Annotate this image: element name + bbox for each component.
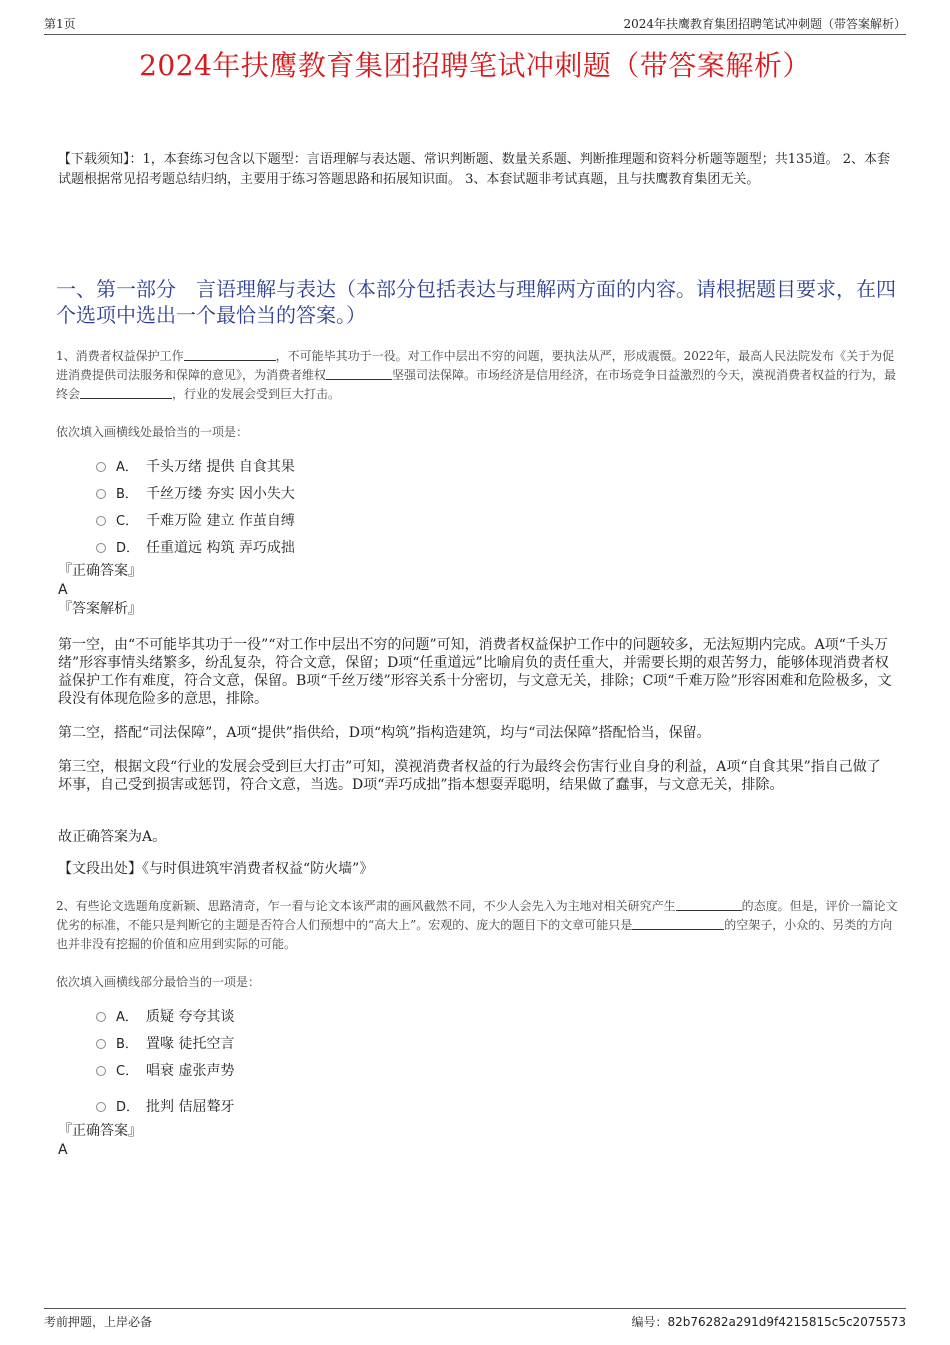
page-footer [44, 1308, 906, 1330]
page-header [44, 14, 906, 35]
analysis-conclusion: 故正确答案为A。 [58, 829, 167, 845]
section-heading: 一、第一部分 言语理解与表达（本部分包括表达与理解两方面的内容。请根据题目要求，在四个选项中选出一个最恰当的答案。） [56, 277, 896, 327]
option-text: 任重道远 构筑 弄巧成拙 [146, 539, 295, 556]
answer-value: A [58, 1142, 68, 1158]
analysis-paragraph-3: 第三空，根据文段“行业的发展会受到巨大打击”可知，漠视消费者权益的行为最终会伤害行业自身的利益，A项“自食其果”指自己做了坏事，自己受到损害或惩罚，符合文意，当选。D项“弄巧成拙”指本想耍弄聪明，结果做了蠢事，与文意无关，排除。 [58, 759, 881, 793]
footer-code [631, 1313, 906, 1330]
analysis-label: 『答案解析』 [58, 601, 142, 617]
download-notice: 【下载须知】：1，本套练习包含以下题型：言语理解与表达题、常识判断题、数量关系题、判断推理题和资料分析题等题型；共135道。 2、本套试题根据常见招考题总结归纳，主要用于练习答题思路和拓展知识面。 3、本套试题非考试真题，且与扶鹰教育集团无关。 [58, 152, 890, 187]
question-2-prompt: 依次填入画横线部分最恰当的一项是： [56, 975, 261, 989]
question-1-prompt: 依次填入画横线处最恰当的一项是： [56, 425, 249, 439]
footer-slogan: 考前押题，上岸必备 [44, 1315, 153, 1329]
question-1-text [56, 347, 898, 404]
option-text: 千头万绪 提供 自食其果 [146, 458, 295, 475]
question-2-options [96, 1002, 234, 1119]
option-text: 千丝万缕 夯实 因小失大 [146, 485, 295, 502]
option-letter: C． [116, 1064, 139, 1079]
option-letter: C． [116, 514, 139, 529]
q1-segment: 1、消费者权益保护工作 [56, 349, 184, 363]
radio-button[interactable] [96, 1012, 106, 1022]
document-title: 2024年扶鹰教育集团招聘笔试冲刺题（带答案解析） [139, 49, 811, 82]
option-d[interactable] [96, 1092, 234, 1119]
fill-blank [632, 917, 724, 930]
fill-blank [326, 367, 392, 380]
radio-button[interactable] [96, 516, 106, 526]
option-letter: D． [116, 1100, 140, 1115]
option-text: 批判 佶屈聱牙 [146, 1098, 235, 1115]
question-2-answer [58, 1122, 142, 1160]
radio-button[interactable] [96, 1066, 106, 1076]
q1-segment: 坚强司法保障。市场经济是信用经济，在市场竞争日益激烈的今天，漠视消费者权益的行为，最终会 [56, 368, 897, 401]
option-letter: A． [116, 460, 138, 475]
option-text: 质疑 夸夸其谈 [146, 1008, 235, 1025]
q2-segment: 2、有些论文选题角度新颖、思路清奇，乍一看与论文本该严肃的画风截然不同，不少人会先入为主地对相关研究产生 [56, 899, 676, 913]
option-letter: B． [116, 487, 138, 502]
option-d[interactable] [96, 533, 295, 560]
fill-blank [676, 898, 742, 911]
code-value: 82b76282a291d9f4215815c5c2075573 [667, 1315, 906, 1329]
option-c[interactable] [96, 506, 295, 533]
page-number: 第1页 [44, 17, 76, 31]
radio-button[interactable] [96, 1102, 106, 1112]
q1-segment: ，行业的发展会受到巨大打击。 [172, 387, 341, 401]
analysis-paragraph-1: 第一空，由“不可能毕其功于一役”“对工作中层出不穷的问题”可知，消费者权益保护工作中的问题较多，无法短期内完成。A项“千头万绪”形容事情头绪繁多，纷乱复杂，符合文意，保留；D项“任重道远”比喻肩负的责任重大，并需要长期的艰苦努力，能够体现消费者权益保护工作有难度，符合文意，保留。B项“千丝万缕”形容关系十分密切，与文意无关，排除；C项“千难万险”形容困难和危险极多，文段没有体现危险多的意思，排除。 [58, 637, 892, 707]
answer-label: 『正确答案』 [58, 563, 142, 579]
option-text: 置喙 徒托空言 [146, 1035, 235, 1052]
option-a[interactable] [96, 452, 295, 479]
analysis-paragraph-2: 第二空，搭配“司法保障”，A项“提供”指供给，D项“构筑”指构造建筑，均与“司法保障”搭配恰当，保留。 [58, 725, 711, 741]
fill-blank [80, 386, 172, 399]
option-letter: D． [116, 541, 140, 556]
answer-label: 『正确答案』 [58, 1123, 142, 1139]
q2-segment: 的态度。但是，评价一篇论文优劣的标准，不能只是判断它的主题是否符合人们预想中的“高大上”。宏观的、庞大的题目下的文章可能只是 [56, 899, 898, 932]
answer-value: A [58, 582, 68, 598]
option-a[interactable] [96, 1002, 234, 1029]
option-b[interactable] [96, 479, 295, 506]
question-1-answer [58, 562, 142, 619]
option-text: 千难万险 建立 作茧自缚 [146, 512, 295, 529]
q1-segment: ，不可能毕其功于一役。对工作中层出不穷的问题，要执法从严，形成震慑。2022年，最高人民法院发布《关于为促进消费提供司法服务和保障的意见》，为消费者维权 [56, 349, 895, 382]
question-2-text [56, 897, 898, 954]
radio-button[interactable] [96, 489, 106, 499]
option-c[interactable] [96, 1056, 234, 1083]
q2-segment: 的空架子，小众的、另类的方向也并非没有挖掘的价值和应用到实际的可能。 [56, 918, 893, 951]
fill-blank [184, 348, 276, 361]
code-label: 编号： [631, 1315, 668, 1329]
radio-button[interactable] [96, 1039, 106, 1049]
option-letter: A． [116, 1010, 138, 1025]
option-text: 唱衰 虚张声势 [146, 1062, 235, 1079]
option-letter: B． [116, 1037, 138, 1052]
option-b[interactable] [96, 1029, 234, 1056]
header-doc-title: 2024年扶鹰教育集团招聘笔试冲刺题（带答案解析） [623, 17, 906, 31]
text-source: 【文段出处】《与时俱进筑牢消费者权益“防火墙”》 [58, 861, 374, 877]
question-1-options [96, 452, 295, 560]
radio-button[interactable] [96, 462, 106, 472]
radio-button[interactable] [96, 543, 106, 553]
